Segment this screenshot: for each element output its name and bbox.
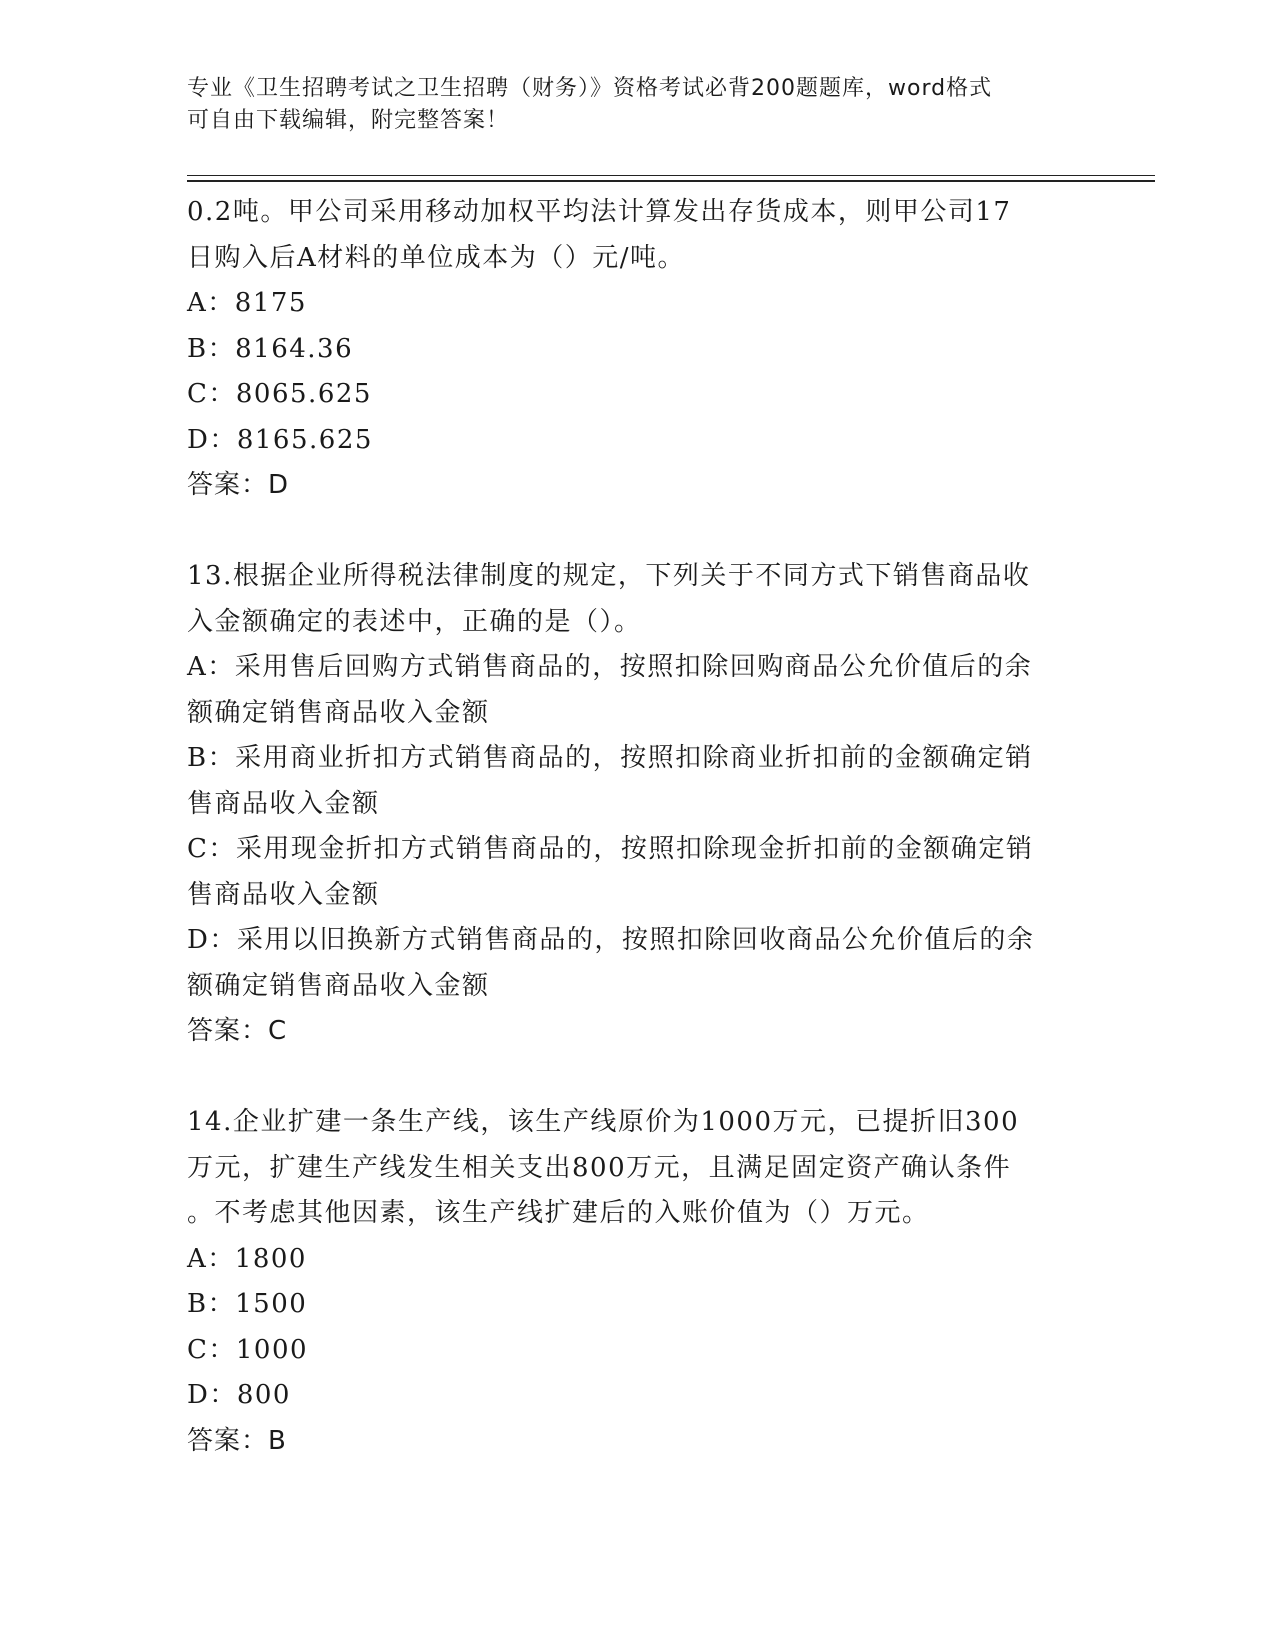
question-13 xyxy=(187,554,1087,1055)
document-header xyxy=(187,73,1087,137)
option-c: C：1000 xyxy=(187,1334,309,1365)
header-line-2: 可自由下载编辑，附完整答案！ xyxy=(187,108,510,133)
option-b: B：1500 xyxy=(187,1289,308,1319)
question-stem: 13.根据企业所得税法律制度的规定，下列关于不同方式下销售商品收 xyxy=(187,561,1031,591)
option-d: D：800 xyxy=(187,1380,291,1410)
header-divider-thin xyxy=(187,175,1155,176)
option-a: A：8175 xyxy=(187,288,307,318)
option-d: D：8165.625 xyxy=(187,424,373,455)
option-b: B：采用商业折扣方式销售商品的，按照扣除商业折扣前的金额确定销 xyxy=(187,743,1033,773)
option-c-continued: 售商品收入金额 xyxy=(187,879,380,910)
question-14 xyxy=(187,1100,1087,1464)
question-gap xyxy=(187,509,1087,555)
option-b-continued: 售商品收入金额 xyxy=(187,788,380,819)
header-divider-thick xyxy=(187,180,1155,182)
answer-line: 答案：D xyxy=(187,470,290,500)
option-b: B：8164.36 xyxy=(187,333,354,364)
question-stem: 14.企业扩建一条生产线，该生产线原价为1000万元，已提折旧300 xyxy=(187,1107,1020,1137)
question-stem: 入金额确定的表述中，正确的是（）。 xyxy=(187,606,642,637)
option-d: D：采用以旧换新方式销售商品的，按照扣除回收商品公允价值后的余 xyxy=(187,925,1035,955)
answer-line: 答案：C xyxy=(187,1016,288,1046)
option-d-continued: 额确定销售商品收入金额 xyxy=(187,970,490,1001)
question-list xyxy=(187,190,1087,1464)
question-stem: 。不考虑其他因素，该生产线扩建后的入账价值为（）万元。 xyxy=(187,1198,930,1228)
question-stem: 0.2吨。甲公司采用移动加权平均法计算发出存货成本，则甲公司17 xyxy=(187,197,1012,227)
option-c: C：采用现金折扣方式销售商品的，按照扣除现金折扣前的金额确定销 xyxy=(187,834,1034,864)
option-a: A：采用售后回购方式销售商品的，按照扣除回购商品公允价值后的余 xyxy=(187,652,1033,682)
option-c: C：8065.625 xyxy=(187,379,372,409)
question-12 xyxy=(187,190,1087,509)
answer-line: 答案：B xyxy=(187,1425,287,1456)
question-stem: 万元，扩建生产线发生相关支出800万元，且满足固定资产确认条件 xyxy=(187,1152,1012,1183)
header-line-1: 专业《卫生招聘考试之卫生招聘（财务）》资格考试必背200题题库，word格式 xyxy=(187,76,993,101)
option-a: A：1800 xyxy=(187,1243,307,1274)
question-gap xyxy=(187,1055,1087,1101)
question-stem: 日购入后A材料的单位成本为（）元/吨。 xyxy=(187,242,686,273)
option-a-continued: 额确定销售商品收入金额 xyxy=(187,697,490,728)
